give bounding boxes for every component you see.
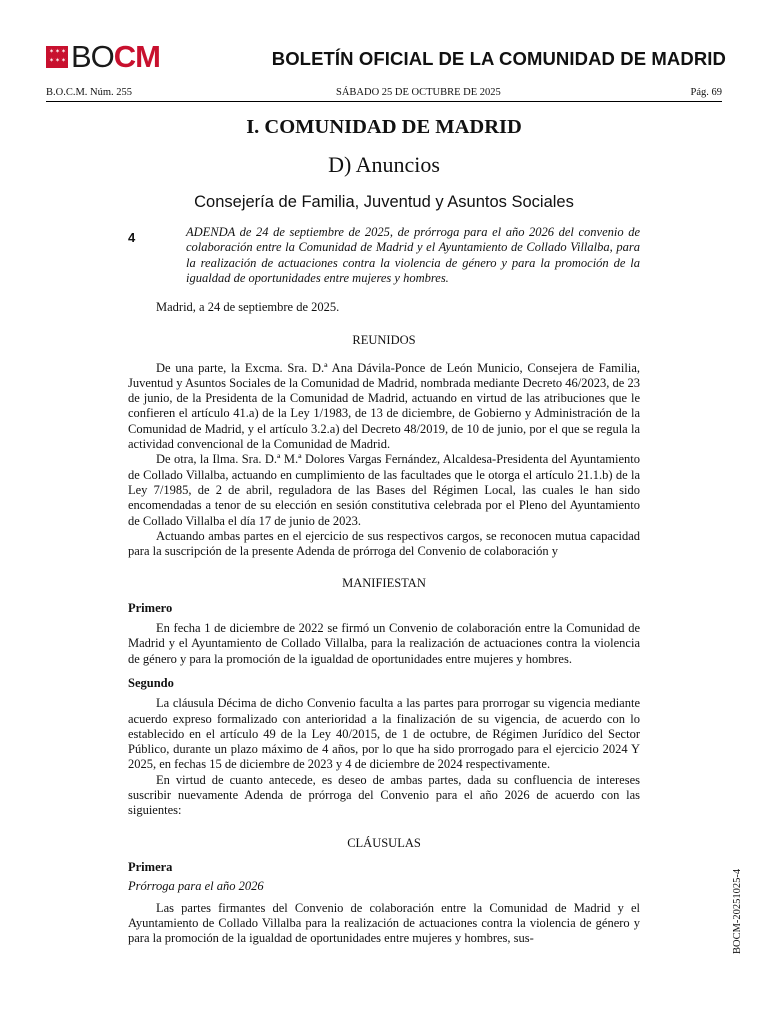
madrid-star-flag-icon: ✶ ✶ ✶ ✶ ✶ ✶ bbox=[46, 46, 68, 68]
document-body bbox=[128, 300, 640, 946]
publication-title: BOLETÍN OFICIAL DE LA COMUNIDAD DE MADRID bbox=[271, 48, 726, 69]
announcement-number: 4 bbox=[128, 230, 136, 245]
announcement-title: ADENDA de 24 de septiembre de 2025, de prórroga para el año 2026 del convenio de colaboración entre la Comunidad de Madrid y el Ayuntamiento de Collado Villalba, para la realización de actuaciones contra la violencia de género y para la promoción de la igualdad de oportunidades entre mujeres y hombres. bbox=[186, 225, 640, 285]
logo-wordmark bbox=[71, 39, 161, 74]
segundo-paragraph-1: La cláusula Décima de dicho Convenio faculta a las partes para prorrogar su vigencia mediante acuerdo expreso formalizado con anterioridad a la finalización de su vigencia, de acuerdo con lo establecido en el artículo 49 de la Ley 40/2015, de 1 de octubre, de Régimen Jurídico del Sector Público, durante un plazo máximo de 4 años, por lo que ha sido prorrogado para el ejercicio 2024 Y 2025, en fechas 15 de diciembre de 2023 y 4 de diciembre de 2024 respectivamente. bbox=[128, 696, 640, 772]
segundo-heading: Segundo bbox=[128, 675, 174, 690]
subsection-title: D) Anuncios bbox=[328, 152, 440, 177]
document-code: BOCM-20251025-4 bbox=[732, 868, 743, 954]
primera-heading: Primera bbox=[128, 859, 173, 874]
primero-heading: Primero bbox=[128, 600, 173, 615]
issue-date: SÁBADO 25 DE OCTUBRE DE 2025 bbox=[336, 87, 501, 98]
logo-text-bo: BO bbox=[71, 39, 114, 74]
bulletin-header bbox=[46, 40, 726, 80]
clausulas-heading: CLÁUSULAS bbox=[347, 835, 421, 850]
department-name: Consejería de Familia, Juventud y Asuntos Sociales bbox=[194, 193, 574, 211]
manifiestan-heading: MANIFIESTAN bbox=[342, 576, 426, 591]
segundo-paragraph-2: En virtud de cuanto antecede, es deseo de ambas partes, dada su confluencia de intereses suscribir nuevamente Adenda de prórroga del Convenio para el año 2026 de acuerdo con las siguientes: bbox=[128, 772, 640, 818]
place-date: Madrid, a 24 de septiembre de 2025. bbox=[156, 300, 340, 314]
section-title: I. COMUNIDAD DE MADRID bbox=[246, 116, 522, 138]
logo-text-cm: CM bbox=[113, 39, 161, 74]
issue-meta-bar bbox=[46, 86, 722, 102]
reunidos-paragraph-2: De otra, la Ilma. Sra. D.ª M.ª Dolores Vargas Fernández, Alcaldesa-Presidenta del Ayuntamiento de Collado Villalba, actuando en cumplimiento de las facultades que le otorga el artículo 21.1.b) de la Ley 7/1985, de 2 de abril, reguladora de las Bases del Régimen Local, las cuales le han sido encomendadas a tenor de su elección en sesión constitutiva celebrada por el Pleno del Ayuntamiento de Collado Villalba el día 17 de junio de 2023. bbox=[128, 452, 640, 528]
page-number: Pág. 69 bbox=[690, 87, 722, 98]
bocm-logo[interactable] bbox=[46, 39, 161, 74]
primero-paragraph: En fecha 1 de diciembre de 2022 se firmó un Convenio de colaboración entre la Comunidad de Madrid y el Ayuntamiento de Collado Villalba, para la realización de actuaciones contra la violencia de género y para la promoción de la igualdad de oportunidades entre mujeres y hombres. bbox=[128, 621, 640, 666]
reunidos-paragraph-1: De una parte, la Excma. Sra. D.ª Ana Dávila-Ponce de León Municio, Consejera de Familia, Juventud y Asuntos Sociales de la Comunidad de Madrid, nombrada mediante Decreto 46/2023, de 23 de junio, de la Presidenta de la Comunidad de Madrid, actuando en virtud de las atribuciones que le confieren el artículo 41.a) de la Ley 1/1983, de 13 de diciembre, de Gobierno y Administración de la Comunidad de Madrid, y el artículo 3.2.a) del Decreto 48/2019, de 10 de junio, por el que se regula la actividad convencional de la Comunidad de Madrid. bbox=[128, 360, 640, 452]
issue-number: B.O.C.M. Núm. 255 bbox=[46, 87, 133, 98]
primera-paragraph: Las partes firmantes del Convenio de colaboración entre la Comunidad de Madrid y el Ayuntamiento de Collado Villalba para la realización de actuaciones contra la violencia de género y para la promoción de la igualdad de oportunidades entre mujeres y hombres, sus- bbox=[128, 900, 640, 946]
reunidos-heading: REUNIDOS bbox=[352, 333, 416, 348]
reunidos-paragraph-3: Actuando ambas partes en el ejercicio de sus respectivos cargos, se reconocen mutua capacidad para la suscripción de la presente Adenda de prórroga del Convenio de colaboración y bbox=[128, 528, 640, 559]
primera-subtitle: Prórroga para el año 2026 bbox=[128, 879, 264, 894]
